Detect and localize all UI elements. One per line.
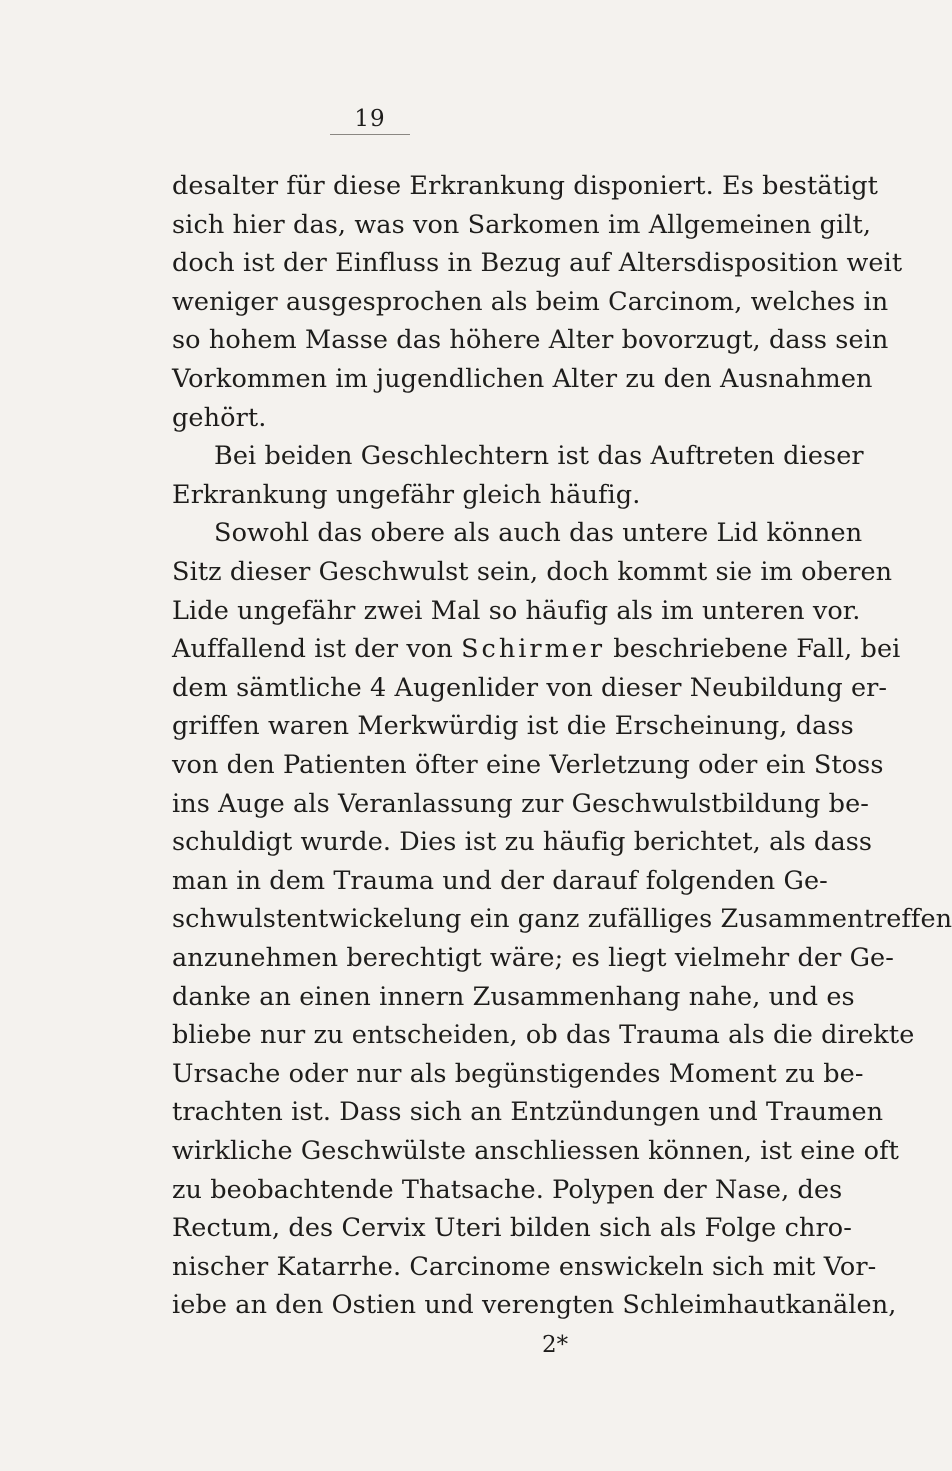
text-line: Lide ungefähr zwei Mal so häufig als im unteren vor. bbox=[172, 595, 861, 626]
text-line: ins Auge als Veranlassung zur Geschwulstbildung be- bbox=[172, 788, 869, 819]
text-line: Erkrankung ungefähr gleich häufig. bbox=[172, 479, 641, 510]
text-line: Sitz dieser Geschwulst sein, doch kommt sie im oberen bbox=[172, 557, 893, 587]
text-line: weniger ausgesprochen als beim Carcinom, welches in bbox=[172, 286, 889, 317]
text-line: Sowohl das obere als auch das untere Lid können bbox=[214, 518, 863, 549]
text-segment: Auffallend ist der von bbox=[172, 634, 462, 665]
text-line: Ursache oder nur als begünstigendes Moment zu be- bbox=[172, 1058, 864, 1089]
text-line: trachten ist. Dass sich an Entzündungen und Traumen bbox=[172, 1097, 884, 1128]
text-line: dem sämtliche 4 Augenlider von dieser Neubildung er- bbox=[172, 672, 888, 703]
header-rule bbox=[330, 134, 410, 135]
text-line: Bei beiden Geschlechtern ist das Auftreten dieser bbox=[214, 441, 864, 472]
page-number: 19 bbox=[354, 106, 386, 132]
text-line: anzunehmen berechtigt wäre; es liegt vielmehr der Ge- bbox=[172, 943, 894, 973]
text-line bbox=[172, 631, 901, 667]
text-line: von den Patienten öfter eine Verletzung oder ein Stoss bbox=[172, 750, 884, 780]
text-line: nischer Katarrhe. Carcinome enswickeln sich mit Vor- bbox=[172, 1251, 877, 1282]
author-name: Schirmer bbox=[461, 634, 606, 665]
text-line: so hohem Masse das höhere Alter bovorzugt, dass sein bbox=[172, 325, 889, 356]
text-line: danke an einen innern Zusammenhang nahe, und es bbox=[172, 981, 855, 1012]
text-line: doch ist der Einfluss in Bezug auf Altersdisposition weit bbox=[172, 248, 903, 279]
text-line: man in dem Trauma und der darauf folgenden Ge- bbox=[172, 865, 828, 896]
text-line: griffen waren Merkwürdig ist die Erscheinung, dass bbox=[172, 711, 854, 742]
text-line: schuldigt wurde. Dies ist zu häufig berichtet, als dass bbox=[172, 827, 873, 858]
text-line: gehört. bbox=[172, 402, 267, 433]
text-line: Vorkommen im jugendlichen Alter zu den Ausnahmen bbox=[172, 364, 873, 394]
text-line: Rectum, des Cervix Uteri bilden sich als Folge chro- bbox=[172, 1213, 852, 1244]
text-segment: beschriebene Fall, bei bbox=[605, 634, 901, 665]
signature-mark: 2* bbox=[542, 1332, 569, 1358]
text-line: zu beobachtende Thatsache. Polypen der Nase, des bbox=[172, 1174, 843, 1205]
text-line: sich hier das, was von Sarkomen im Allgemeinen gilt, bbox=[172, 209, 872, 240]
text-line: bliebe nur zu entscheiden, ob das Trauma als die direkte bbox=[172, 1020, 915, 1051]
text-line: wirkliche Geschwülste anschliessen können, ist eine oft bbox=[172, 1136, 900, 1166]
text-line: iebe an den Ostien und verengten Schleimhautkanälen, bbox=[172, 1290, 897, 1321]
text-line: schwulstentwickelung ein ganz zufälliges Zusammentreffen bbox=[172, 904, 952, 935]
text-line: desalter für diese Erkrankung disponiert. Es bestätigt bbox=[172, 171, 878, 201]
